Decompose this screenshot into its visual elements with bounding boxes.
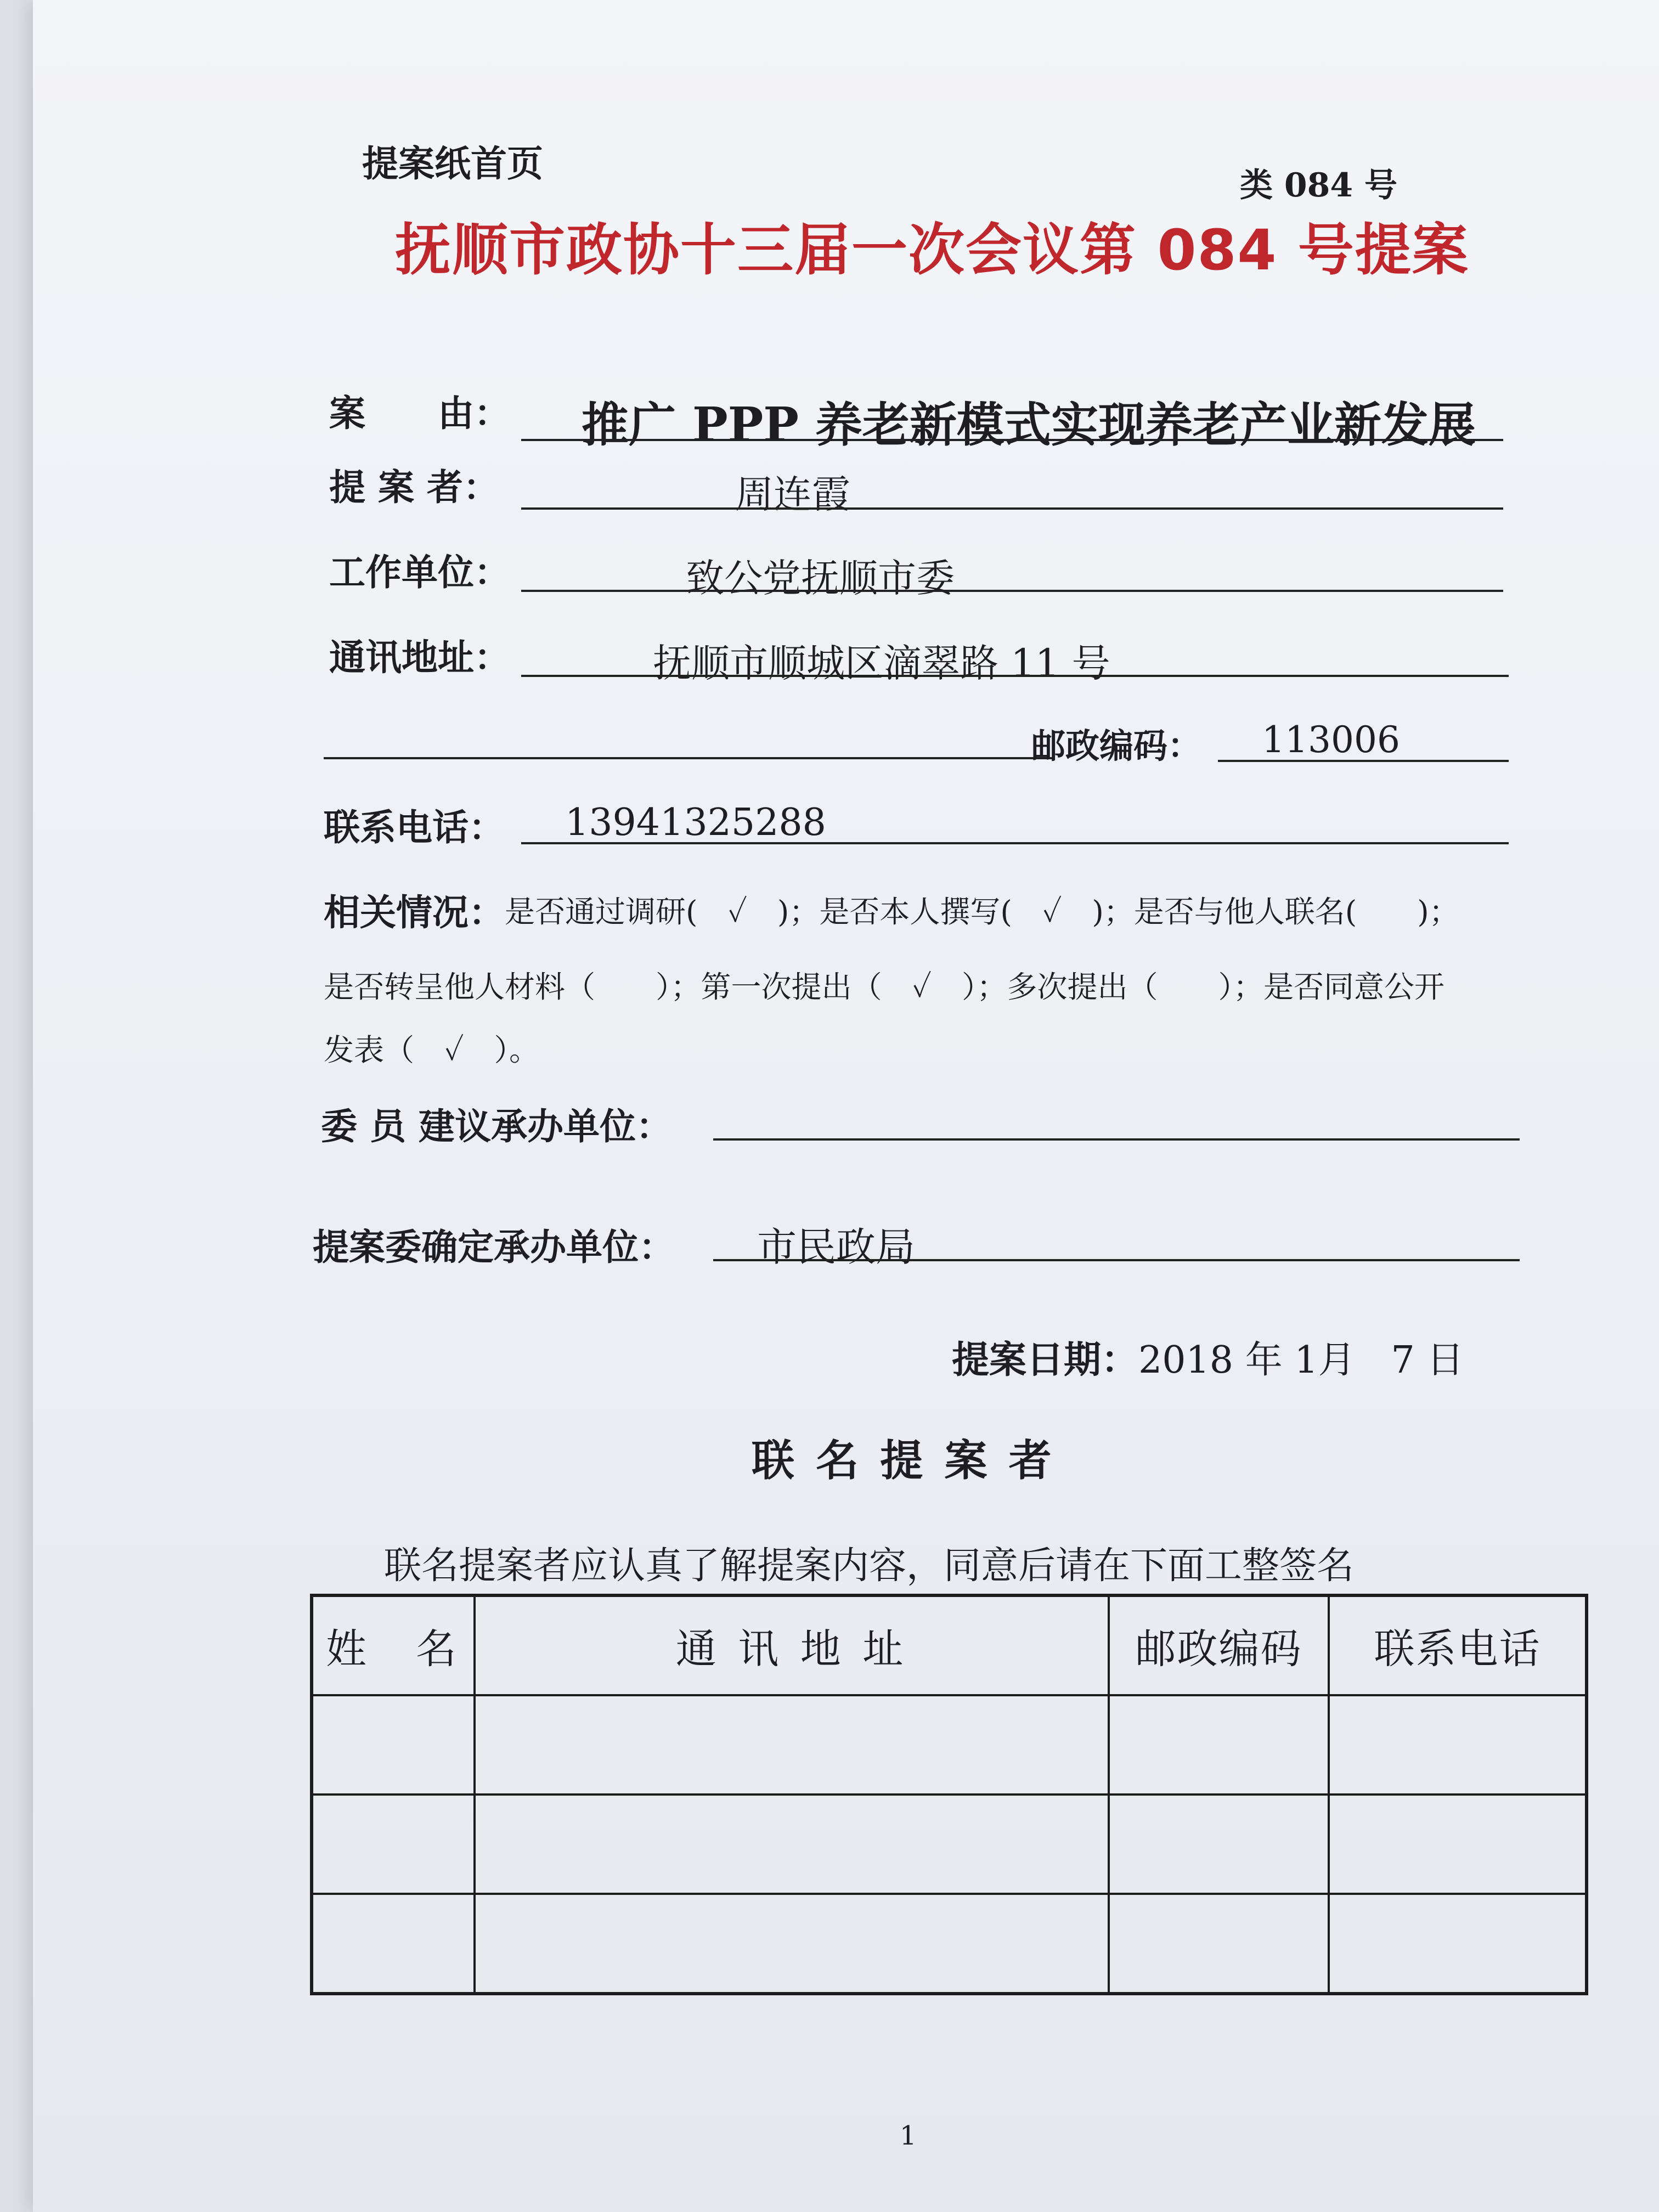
postal-underline [1218, 760, 1509, 762]
co-signers-heading: 联 名 提 案 者 [752, 1436, 1055, 1486]
table-row [312, 1695, 1587, 1795]
signature-cell-name[interactable] [312, 1795, 475, 1894]
signature-cell-postal-code[interactable] [1109, 1894, 1329, 1994]
signature-cell-phone[interactable] [1329, 1894, 1587, 1994]
related-label: 相关情况： [324, 891, 505, 934]
member-unit-label: 委 员 建议承办单位： [321, 1105, 672, 1148]
signature-cell-phone[interactable] [1329, 1795, 1587, 1894]
signature-cell-phone[interactable] [1329, 1695, 1587, 1795]
address-label: 通讯地址： [329, 636, 510, 679]
page-number: 1 [900, 2120, 917, 2151]
proposal-title: 抚顺市政协十三届一次会议第 084 号提案 [395, 218, 1469, 283]
work-unit-underline [521, 590, 1503, 592]
signature-cell-address[interactable] [475, 1695, 1109, 1795]
date-year-unit: 年 [1245, 1339, 1283, 1382]
committee-unit-label: 提案委确定承办单位： [313, 1226, 675, 1268]
date-year: 2018 [1138, 1339, 1234, 1382]
reason-label: 案 由： [329, 392, 510, 435]
proposer-underline [521, 507, 1503, 510]
work-unit-label: 工作单位： [329, 551, 510, 594]
phone-label: 联系电话： [324, 806, 505, 849]
signature-cell-name[interactable] [312, 1695, 475, 1795]
proposer-value: 周连霞 [735, 472, 850, 517]
committee-unit-underline [713, 1259, 1520, 1261]
address-continuation-underline [324, 757, 1053, 759]
committee-unit-value: 市民政局 [757, 1224, 916, 1270]
proposer-label: 提 案 者： [329, 466, 499, 509]
signature-cell-postal-code[interactable] [1109, 1795, 1329, 1894]
member-unit-underline [713, 1138, 1520, 1141]
postal-label: 邮政编码： [1031, 726, 1202, 766]
page-label: 提案纸首页 [362, 143, 543, 185]
date-day-unit: 日 [1426, 1339, 1464, 1382]
work-unit-value: 致公党抚顺市委 [686, 556, 955, 601]
co-signers-instruction: 联名提案者应认真了解提案内容，同意后请在下面工整签名 [384, 1544, 1355, 1588]
column-header-phone: 联系电话 [1329, 1595, 1587, 1695]
co-signers-table [310, 1594, 1588, 1995]
date-label: 提案日期： [952, 1339, 1139, 1382]
address-underline [521, 675, 1509, 677]
table-row [312, 1894, 1587, 1994]
table-row [312, 1795, 1587, 1894]
column-header-address: 通 讯 地 址 [475, 1595, 1109, 1695]
signature-cell-address[interactable] [475, 1894, 1109, 1994]
phone-underline [521, 842, 1509, 844]
date-day: 7 [1391, 1339, 1415, 1382]
address-value: 抚顺市顺城区滴翠路 11 号 [653, 641, 1110, 686]
related-line-3: 发表（ ✓ ）。 [324, 1032, 539, 1068]
related-line-1: 是否通过调研( ✓ )；是否本人撰写( ✓ )；是否与他人联名( )； [505, 894, 1459, 929]
related-line-2: 是否转呈他人材料（ ）；第一次提出（ ✓ ）；多次提出（ ）；是否同意公开 [324, 969, 1444, 1005]
signature-cell-name[interactable] [312, 1894, 475, 1994]
signature-cell-postal-code[interactable] [1109, 1695, 1329, 1795]
reason-value: 推广 PPP 养老新模式实现养老产业新发展 [582, 397, 1476, 453]
column-header-postal-code: 邮政编码 [1109, 1595, 1329, 1695]
postal-value: 113006 [1262, 719, 1400, 761]
proposal-form-page [33, 0, 1659, 2212]
date-month: 1 [1294, 1339, 1318, 1382]
proposal-date [952, 1330, 1464, 1384]
phone-value: 13941325288 [565, 801, 826, 844]
table-header-row [312, 1595, 1587, 1695]
signature-cell-address[interactable] [475, 1795, 1109, 1894]
category-number: 类 084 号 [1240, 166, 1398, 205]
date-month-unit: 月 [1318, 1339, 1356, 1382]
column-header-name: 姓 名 [312, 1595, 475, 1695]
reason-underline [521, 439, 1503, 441]
